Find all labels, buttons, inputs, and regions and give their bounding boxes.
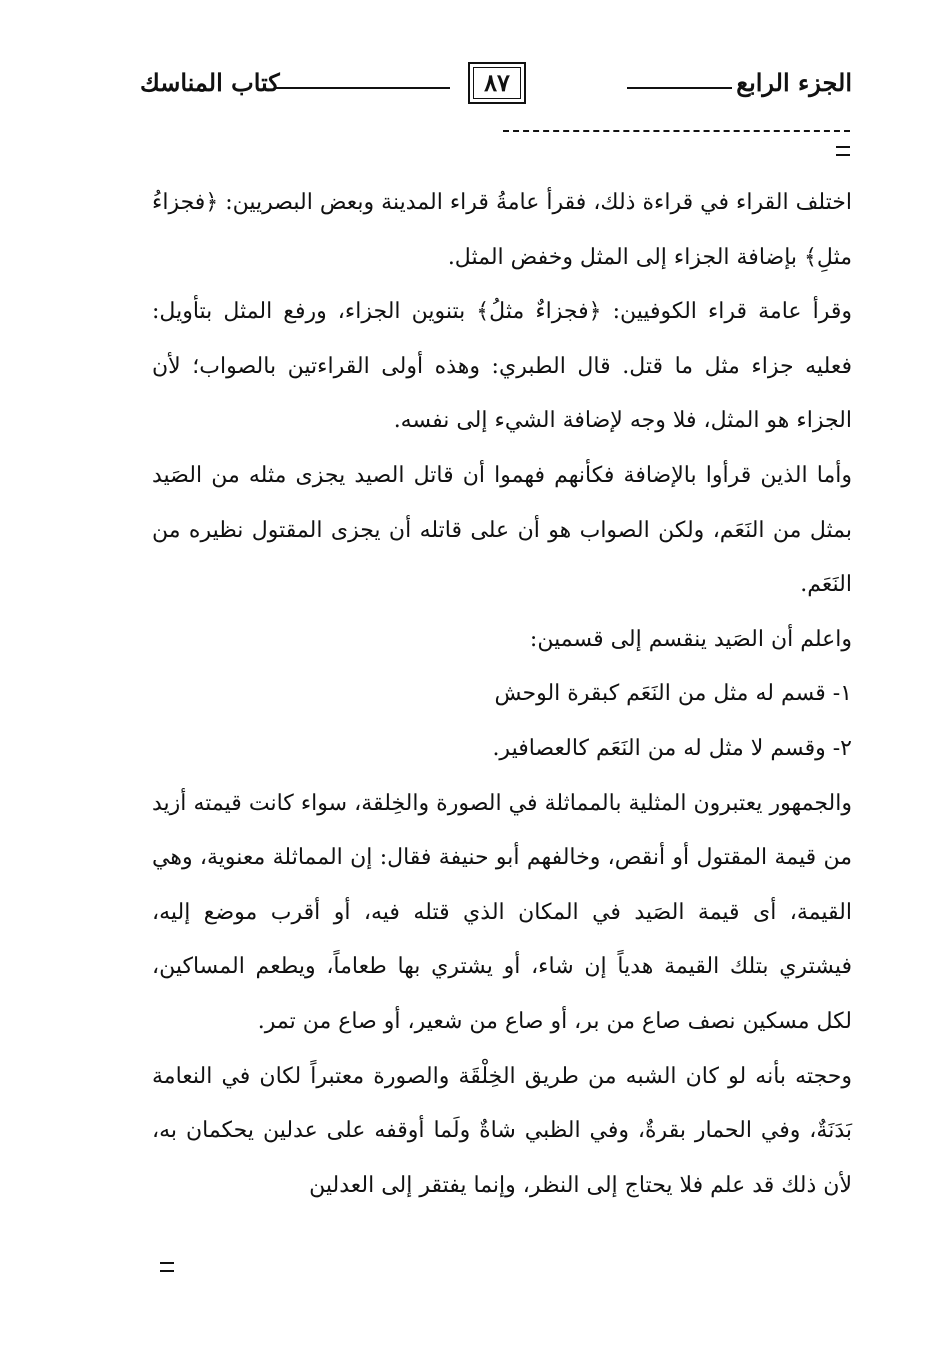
bottom-margin-mark — [160, 1262, 174, 1272]
part-title: الجزء الرابع — [736, 68, 852, 97]
header-rule-left — [275, 87, 450, 89]
paragraph-1: اختلف القراء في قراءة ذلك، فقرأ عامةُ قراء المدينة وبعض البصريين: ﴿فجزاءُ مثلِ﴾ بإضافة الجزاء إلى المثل وخفض المثل. — [152, 190, 852, 270]
paragraph-4: واعلم أن الصَيد ينقسم إلى قسمين: — [529, 626, 852, 652]
body-text — [152, 176, 852, 1213]
paragraph-5: والجمهور يعتبرون المثلية بالمماثلة في الصورة والخِلقة، سواء كانت قيمته أزيد من قيمة المقتول أو أنقص، وخالفهم أبو حنيفة فقال: إن المماثلة معنوية، وهي القيمة، أى قيمة الصَيد في المكان الذي قتله فيه، أو أقرب موضع إليه، فيشتري بتلك القيمة هدياً إن شاء، أو يشتري بها طعاماً، ويطعم المساكين، لكل مسكين نصف صاع من بر، أو صاع من شعير، أو صاع من تمر. — [152, 790, 852, 1034]
paragraph-6: وحجته بأنه لو كان الشبه من طريق الخِلْقَة والصورة معتبراً لكان في النعامة بَدَنَةٌ، وفي الحمار بقرةٌ، وفي الظبي شاةٌ ولَما أوقفه على عدلين يحكمان به، لأن ذلك قد علم فلا يحتاج إلى النظر، وإنما يفتقر إلى العدلين — [152, 1063, 852, 1198]
list-item-1: ١- قسم له مثل من النَعَم كبقرة الوحش — [494, 681, 852, 707]
list-item-2: ٢- وقسم لا مثل له من النَعَم كالعصافير. — [492, 735, 852, 761]
page-number: ٨٧ — [484, 68, 510, 97]
paragraph-3: وأما الذين قرأوا بالإضافة فكأنهم فهموا أن قاتل الصيد يجزى مثله من الصَيد بمثل من النَعَم، ولكن الصواب هو أن على قاتله أن يجزى المقتول نظيره من النَعَم. — [152, 462, 852, 598]
top-margin-mark — [836, 146, 850, 156]
book-title: كتاب المناسك — [140, 68, 280, 97]
paragraph-2: وقرأ عامة قراء الكوفيين: ﴿فجزاءٌ مثلُ﴾ بتنوين الجزاء، ورفع المثل بتأويل: فعليه جزاء مثل ما قتل. قال الطبري: وهذه أولى القراءتين بالصواب؛ لأن الجزاء هو المثل، فلا وجه لإضافة الشيء إلى نفسه. — [152, 299, 852, 434]
running-header — [140, 62, 852, 112]
header-rule-right — [627, 87, 732, 89]
dashed-separator — [503, 130, 850, 132]
page-number-box — [468, 62, 526, 104]
